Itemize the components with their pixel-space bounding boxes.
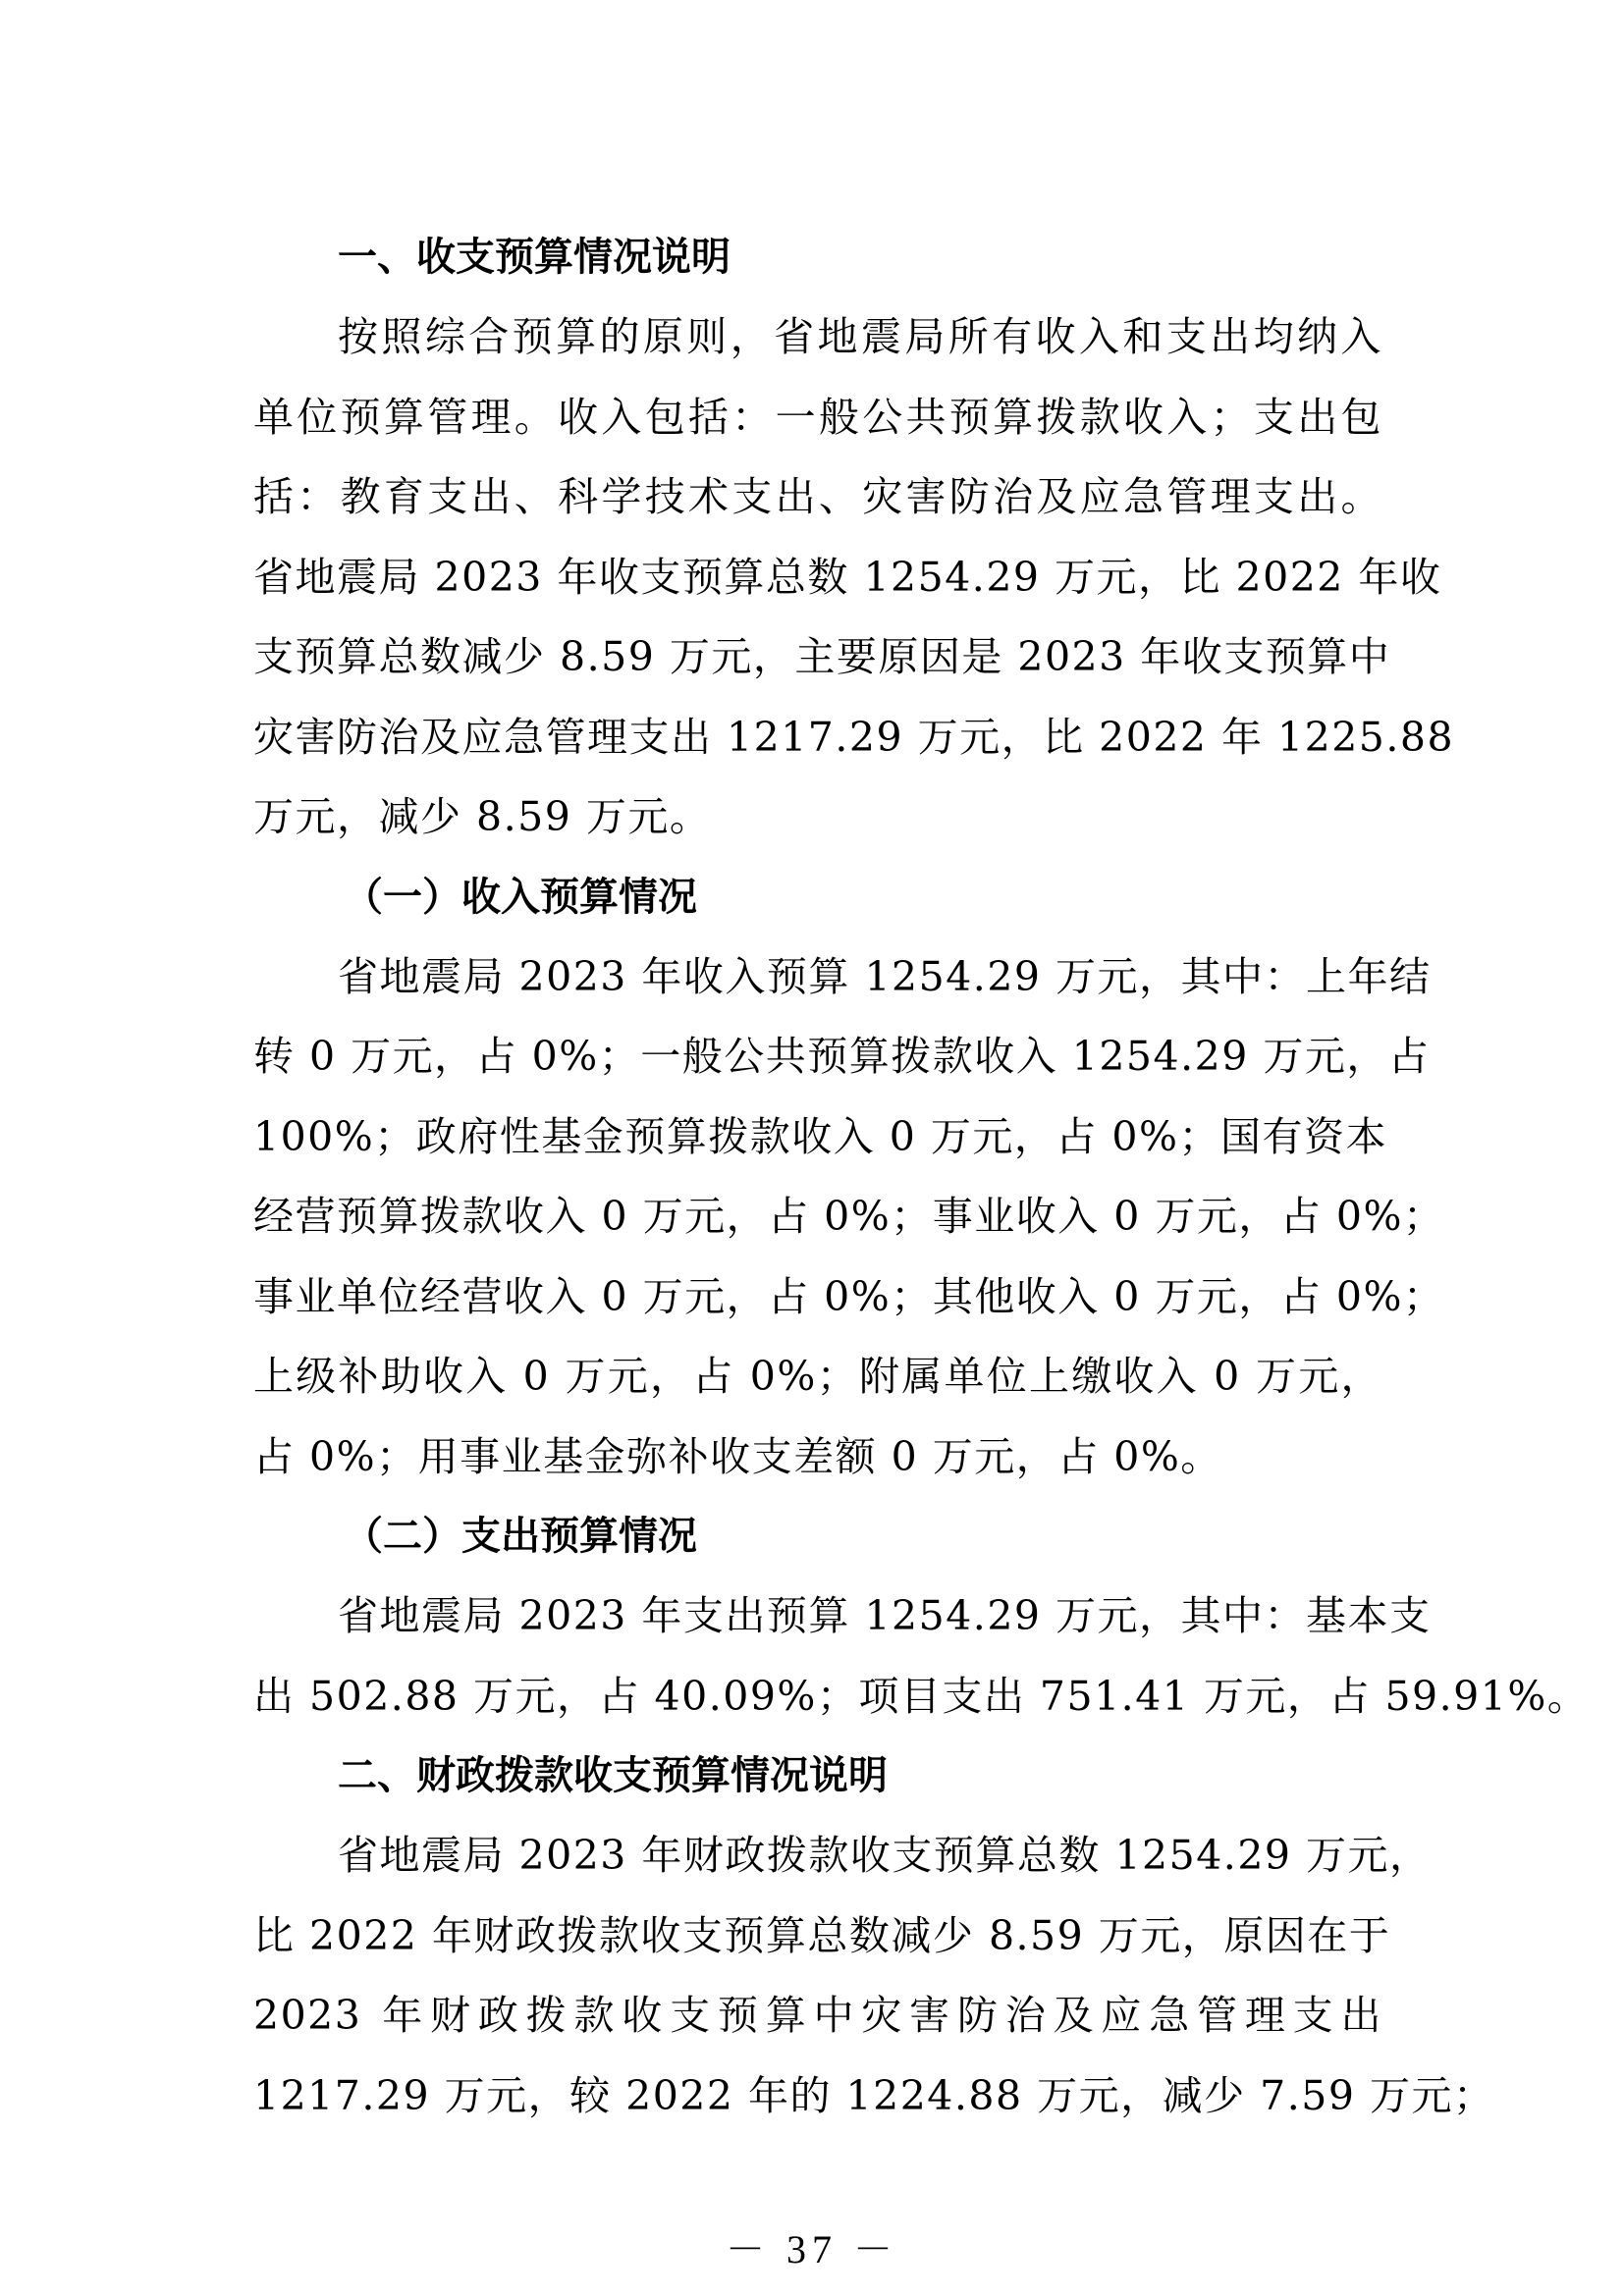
text-line: 括：教育支出、科学技术支出、灾害防治及应急管理支出。 <box>253 473 1382 520</box>
paragraph-income-budget <box>253 937 1445 1498</box>
text-line: 单位预算管理。收入包括：一般公共预算拨款收入；支出包 <box>253 393 1382 441</box>
section-heading-fiscal-appropriation: 二、财政拨款收支预算情况说明 <box>338 1753 888 1798</box>
section-heading-expenditure-budget: （二）支出预算情况 <box>344 1514 697 1559</box>
paragraph-budget-overview <box>253 297 1455 858</box>
paragraph-fiscal-appropriation <box>253 1816 1495 2136</box>
text-line: 支预算总数减少 8.59 万元，主要原因是 2023 年收支预算中 <box>253 633 1391 680</box>
document-body <box>253 218 1590 2136</box>
text-line: 事业单位经营收入 0 万元，占 0%；其他收入 0 万元，占 0%； <box>253 1272 1445 1320</box>
section-heading-income-budget: （一）收入预算情况 <box>344 874 697 920</box>
text-line: 省地震局 2023 年支出预算 1254.29 万元，其中：基本支 <box>338 1592 1432 1639</box>
text-line: 灾害防治及应急管理支出 1217.29 万元，比 2022 年 1225.88 <box>253 713 1455 761</box>
text-line: 省地震局 2023 年收入预算 1254.29 万元，其中：上年结 <box>338 952 1432 1000</box>
text-line: 100%；政府性基金预算拨款收入 0 万元，占 0%；国有资本 <box>253 1112 1387 1160</box>
text-line: 转 0 万元，占 0%；一般公共预算拨款收入 1254.29 万元，占 <box>253 1033 1431 1080</box>
text-line: 按照综合预算的原则，省地震局所有收入和支出均纳入 <box>338 313 1382 360</box>
paragraph-expenditure-budget <box>253 1576 1590 1736</box>
text-line: 比 2022 年财政拨款收支预算总数减少 8.59 万元，原因在于 <box>253 1911 1391 1959</box>
text-line: 省地震局 2023 年财政拨款收支预算总数 1254.29 万元， <box>338 1832 1432 1879</box>
section-heading-budget-overview: 一、收支预算情况说明 <box>338 235 731 280</box>
text-line: 2023 年财政拨款收支预算中灾害防治及应急管理支出 <box>253 1992 1382 2039</box>
text-line: 1217.29 万元，较 2022 年的 1224.88 万元，减少 7.59 万元； <box>253 2071 1495 2119</box>
text-line: 上级补助收入 0 万元，占 0%；附属单位上缴收入 0 万元， <box>253 1353 1382 1400</box>
page-number: － 37 － <box>726 2227 898 2271</box>
text-line: 省地震局 2023 年收支预算总数 1254.29 万元，比 2022 年收 <box>253 553 1442 601</box>
text-line: 出 502.88 万元，占 40.09%；项目支出 751.41 万元，占 59.91%。 <box>253 1672 1590 1720</box>
text-line: 万元，减少 8.59 万元。 <box>253 793 712 840</box>
text-line: 经营预算拨款收入 0 万元，占 0%；事业收入 0 万元，占 0%； <box>253 1193 1445 1240</box>
text-line: 占 0%；用事业基金弥补收支差额 0 万元，占 0%。 <box>253 1432 1222 1480</box>
